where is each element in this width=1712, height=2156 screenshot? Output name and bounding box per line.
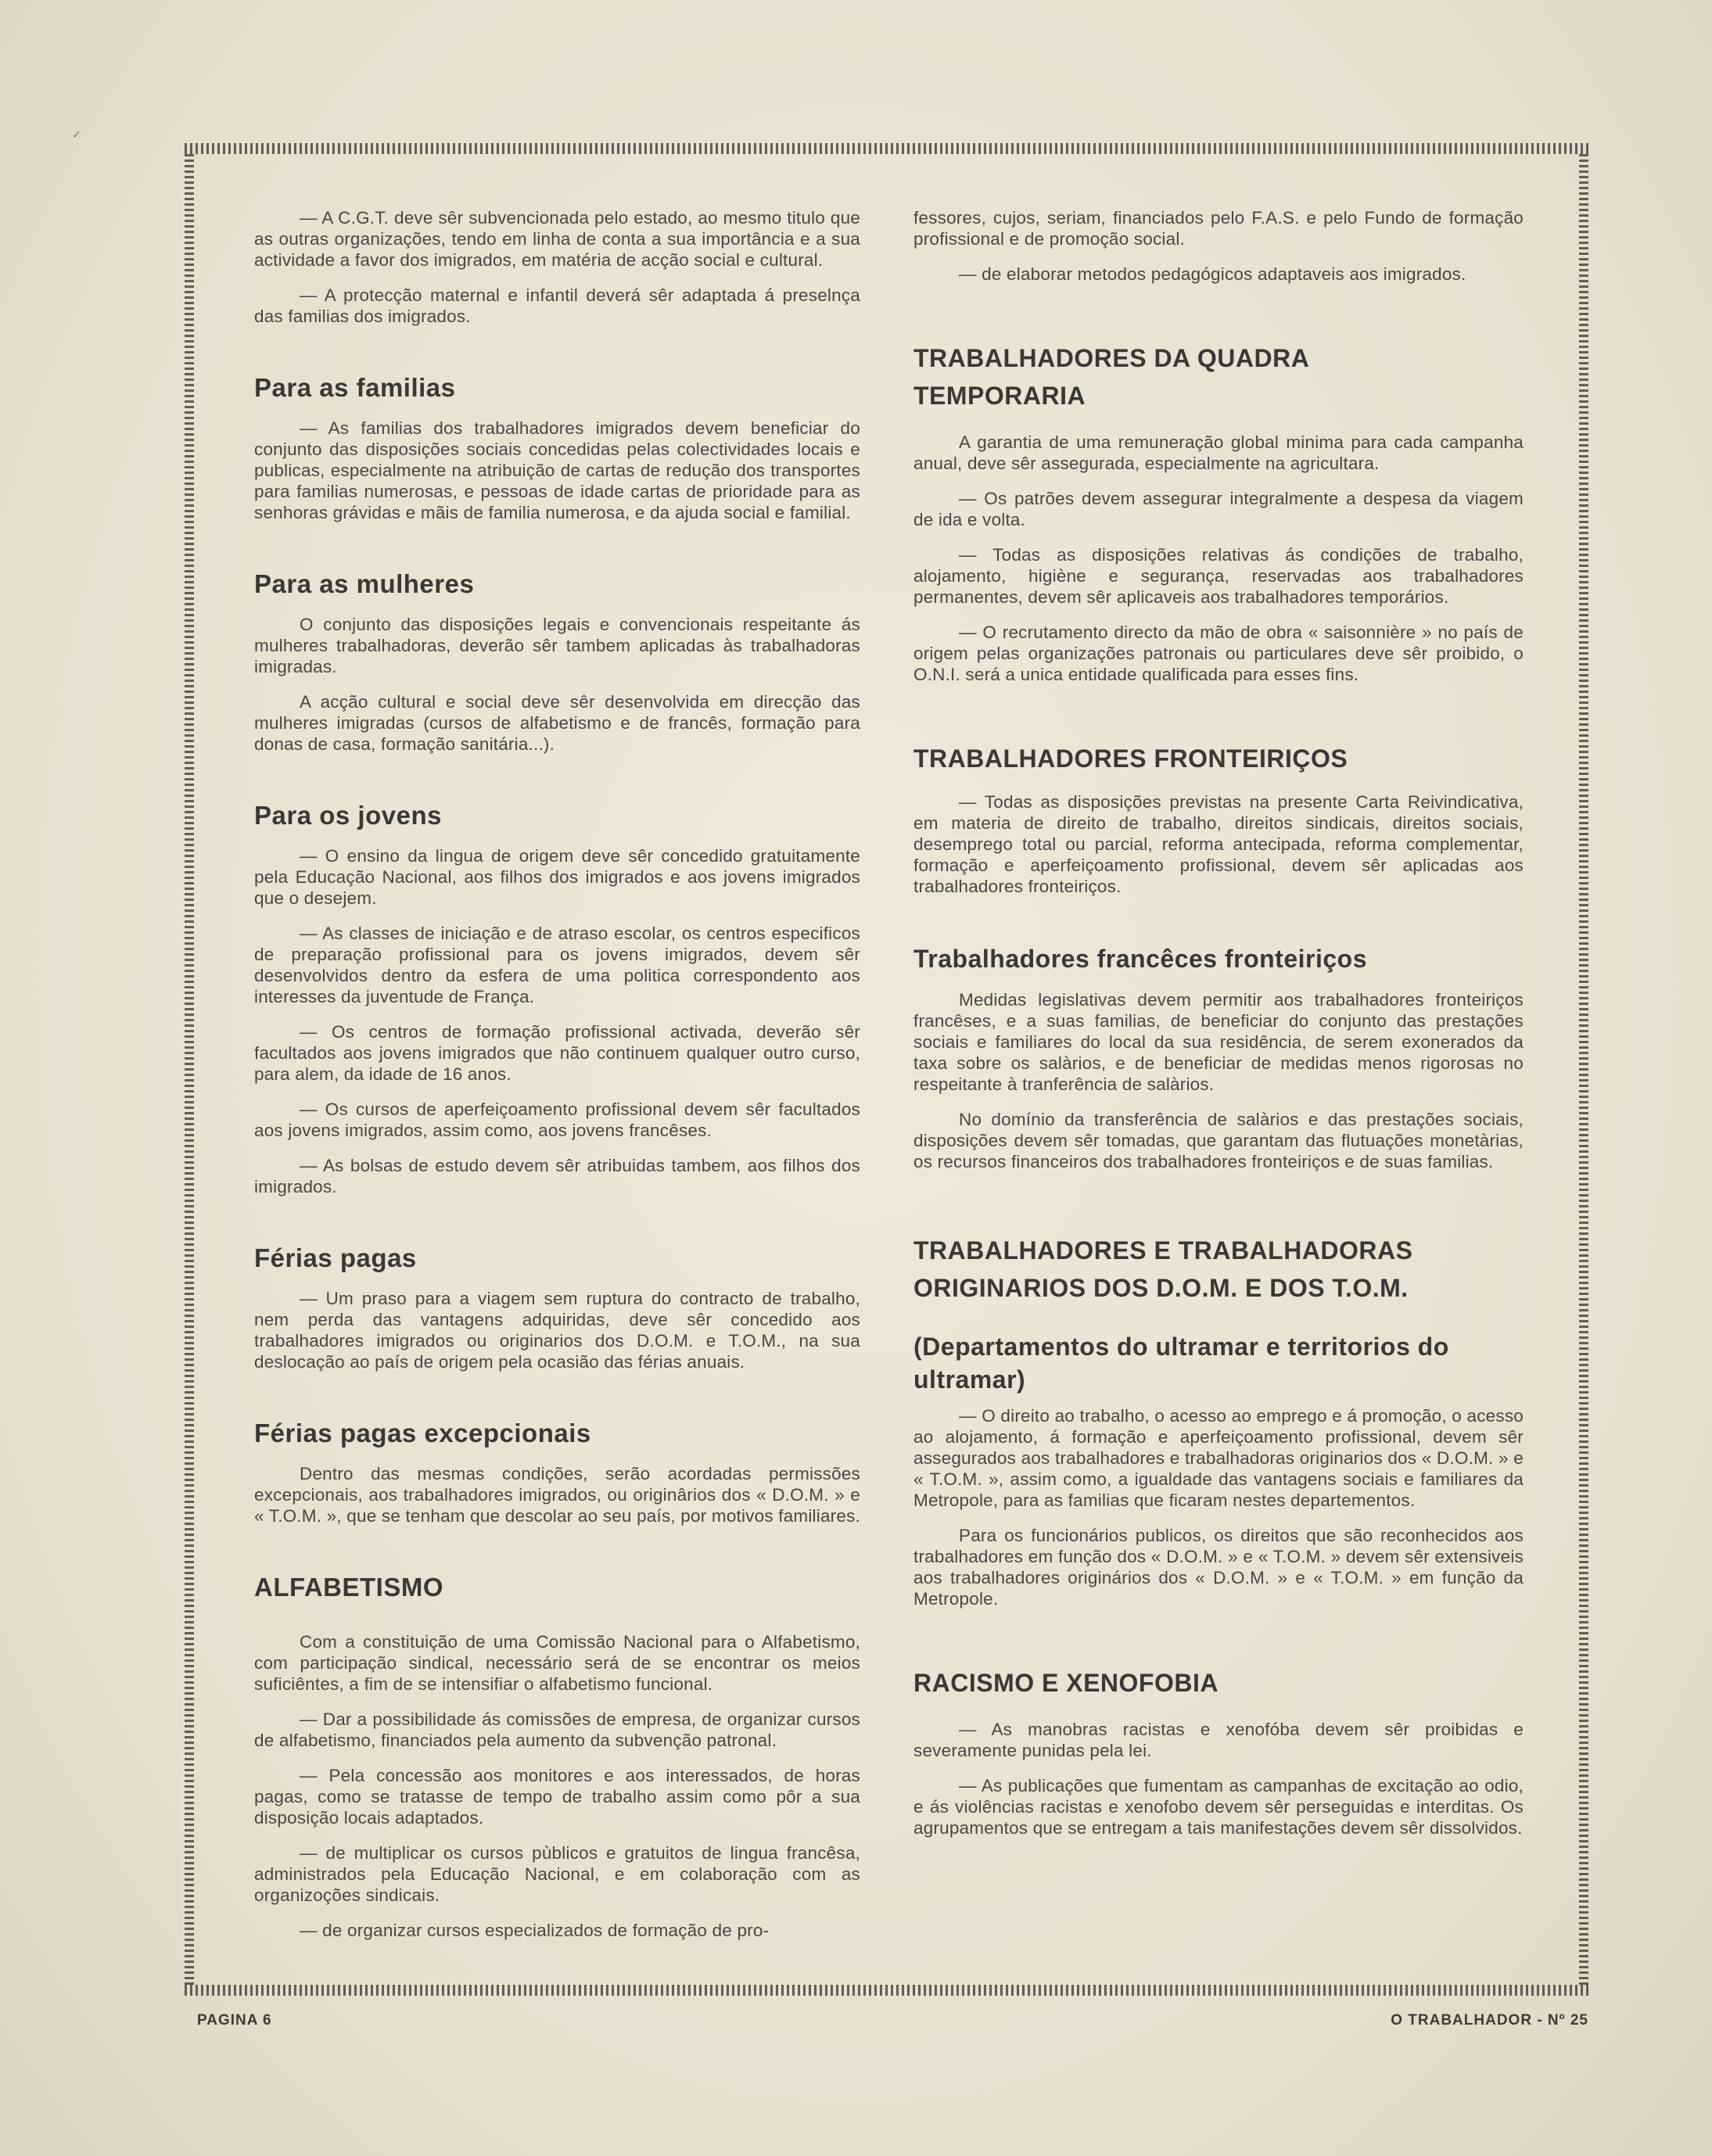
subheading-ultramar: (Departamentos do ultramar e territorios do ultramar) bbox=[913, 1333, 1449, 1394]
paragraph: — As publicações que fumentam as campanhas de excitação ao odio, e ás violências racistas e xenofobo devem sêr perseguidas e interditas. Os agrupamentos que se entregam a tais manifestações devem sêr dissolvidos. bbox=[913, 1776, 1524, 1838]
paragraph: — Dar a possibilidade ás comissões de empresa, de organizar cursos de alfabetismo, financiados pela aumento da subvenção patronal. bbox=[254, 1709, 860, 1750]
publication-name: O TRABALHADOR - Nº 25 bbox=[1391, 2012, 1588, 2029]
paragraph: No domínio da transferência de salàrios e das prestações sociais, disposições devem sêr tomadas, que garantam das flutuações monetàrias, os recursos financeiros dos trabalhadores fronteiriços e de suas familias. bbox=[913, 1110, 1524, 1171]
heading-familias: Para as familias bbox=[254, 373, 456, 402]
paragraph: O conjunto das disposições legais e convencionais respeitante ás mulheres trabalhadoras, deverão sêr tambem aplicadas às trabalhadoras imigradas. bbox=[254, 615, 860, 676]
paragraph: — Todas as disposições previstas na presente Carta Reivindicativa, em materia de direito de trabalho, direitos sindicais, direitos sociais, desemprego total ou parcial, reforma antecipada, reforma complementar, formação e aperfeiçoamento profissional, devem sêr aplicadas aos trabalhadores fronteiriços. bbox=[913, 792, 1524, 896]
corner-mark: ✓ bbox=[72, 128, 81, 141]
paragraph: Medidas legislativas devem permitir aos trabalhadores fronteiriços francêses, e a suas familias, de beneficiar do conjunto das prestações sociais e familiares do local da sua residência, de serem exonerados da taxa sobre os salàrios, e de beneficiar de medidas menos rigorosas no respeitante à tranferência de salàrios. bbox=[913, 990, 1524, 1094]
right-column bbox=[913, 207, 1524, 1853]
heading-quadra-temporaria: TRABALHADORES DA QUADRA TEMPORARIA bbox=[913, 344, 1309, 410]
heading-alfabetismo: ALFABETISMO bbox=[254, 1573, 443, 1602]
heading-ferias-excepcionais: Férias pagas excepcionais bbox=[254, 1419, 591, 1447]
paragraph: — Os cursos de aperfeiçoamento profissional devem sêr facultados aos jovens imigrados, assim como, aos jovens francêses. bbox=[254, 1100, 860, 1140]
paragraph: Dentro das mesmas condições, serão acordadas permissões excepcionais, aos trabalhadores imigrados, ou originârios dos « D.O.M. » e « T.O.M. », que se tenham que descolar ao seu país, por motivos familiares. bbox=[254, 1464, 860, 1526]
paragraph: fessores, cujos, seriam, financiados pelo F.A.S. e pelo Fundo de formação profissional e de promoção social. bbox=[913, 208, 1524, 249]
paragraph: — Pela concessão aos monitores e aos interessados, de horas pagas, como se tratasse de tempo de trabalho assim como pôr a sua disposição locais adaptados. bbox=[254, 1766, 860, 1828]
paragraph: — de organizar cursos especializados de formação de pro- bbox=[300, 1921, 770, 1940]
page-number: PAGINA 6 bbox=[197, 2012, 272, 2029]
paragraph: — A C.G.T. deve sêr subvencionada pelo estado, ao mesmo titulo que as outras organizações, tendo em linha de conta a sua importância e a sua actividade a favor dos imigrados, em matéria de acção social e cultural. bbox=[254, 208, 860, 270]
paragraph: — O recrutamento directo da mão de obra « saisonnière » no país de origem pelas organizações patronais ou particulares deve sêr proibido, o O.N.I. será a unica entidade qualificada para esses fins. bbox=[913, 622, 1524, 684]
left-column bbox=[254, 207, 860, 1955]
paragraph: — A protecção maternal e infantil deverá sêr adaptada á preselnça das familias dos imigrados. bbox=[254, 285, 860, 326]
paragraph: A acção cultural e social deve sêr desenvolvida em direcção das mulheres imigradas (cursos de alfabetismo e de francês, formação para donas de casa, formação sanitária...). bbox=[254, 692, 860, 754]
paragraph: — Os patrões devem assegurar integralmente a despesa da viagem de ida e volta. bbox=[913, 489, 1524, 529]
heading-fronteiricos: TRABALHADORES FRONTEIRIÇOS bbox=[913, 744, 1348, 773]
paragraph: Com a constituição de uma Comissão Nacional para o Alfabetismo, com participação sindical, necessário será de se encontrar os meios suficiêntes, a fim de se intensifiar o alfabetismo funcional. bbox=[254, 1632, 860, 1694]
paragraph: — O direito ao trabalho, o acesso ao emprego e á promoção, o acesso ao alojamento, á formação e aperfeiçoamento profissional, devem sêr assegurados aos trabalhadores e trabalhadoras originarios dos « D.O.M. » e « T.O.M. », assim como, a igualdade das vantagens sociais e familiares da Metropole, para as familias que ficaram nestes departementos. bbox=[913, 1406, 1524, 1510]
frame-bottom-border bbox=[185, 1985, 1588, 1996]
paragraph: — Todas as disposições relativas ás condições de trabalho, alojamento, higiène e segurança, reservadas aos trabalhadores permanentes, devem sêr aplicaveis aos trabalhadores temporários. bbox=[913, 545, 1524, 607]
paragraph: — Os centros de formação profissional activada, deverão sêr facultados aos jovens imigrados que não continuem qualquer outro curso, para alem, da idade de 16 anos. bbox=[254, 1022, 860, 1084]
paragraph: Para os funcionários publicos, os direitos que são reconhecidos aos trabalhadores em função dos « D.O.M. » e « T.O.M. » devem sêr extensiveis aos trabalhadores originários dos « D.O.M. » e « T.O.M. » em função da Metropole. bbox=[913, 1526, 1524, 1609]
paragraph: — de multiplicar os cursos pùblicos e gratuitos de lingua francêsa, administrados pela Educação Nacional, e em colaboração com as organizoções sindicais. bbox=[254, 1843, 860, 1905]
paragraph: — As bolsas de estudo devem sêr atribuidas tambem, aos filhos dos imigrados. bbox=[254, 1156, 860, 1196]
paragraph: — As familias dos trabalhadores imigrados devem beneficiar do conjunto das disposições sociais concedidas pelas colectividades locais e publicas, especialmente na atribuição de cartas de redução dos transportes para familias numerosas, e pessoas de idade cartas de prioridade para as senhoras grávidas e mãis de familia numerosa, e da ajuda social e familial. bbox=[254, 418, 860, 522]
paragraph: — Um praso para a viagem sem ruptura do contracto de trabalho, nem perda das vantagens adquiridas, deve sêr concedido aos trabalhadores imigrados ou originarios dos D.O.M. e T.O.M., na sua deslocação ao país de origem pela ocasião das férias anuais. bbox=[254, 1289, 860, 1372]
frame-right-border bbox=[1579, 154, 1588, 1985]
paragraph: — O ensino da lingua de origem deve sêr concedido gratuitamente pela Educação Nacional, aos filhos dos imigrados e aos jovens imigrados que o desejem. bbox=[254, 846, 860, 908]
paragraph: — de elaborar metodos pedagógicos adaptaveis aos imigrados. bbox=[959, 264, 1466, 284]
paragraph: — As manobras racistas e xenofóba devem sêr proibidas e severamente punidas pela lei. bbox=[913, 1720, 1524, 1760]
heading-francees-fronteiricos: Trabalhadores francêces fronteiriços bbox=[913, 945, 1367, 973]
paragraph: A garantia de uma remuneração global minima para cada campanha anual, deve sêr assegurada, especialmente na agricultara. bbox=[913, 432, 1524, 473]
heading-dom-tom: TRABALHADORES E TRABALHADORAS ORIGINARIOS DOS D.O.M. E DOS T.O.M. bbox=[913, 1236, 1413, 1302]
heading-jovens: Para os jovens bbox=[254, 801, 442, 830]
heading-ferias: Férias pagas bbox=[254, 1243, 417, 1272]
heading-mulheres: Para as mulheres bbox=[254, 569, 475, 598]
heading-racismo: RACISMO E XENOFOBIA bbox=[913, 1669, 1218, 1697]
paragraph: — As classes de iniciação e de atraso escolar, os centros especificos de preparação profissional para os jovens imigrados, devem sêr desenvolvidos dentro da esfera de uma politica correspondento aos interesses da juventude de França. bbox=[254, 924, 860, 1006]
frame-top-border bbox=[185, 143, 1588, 154]
frame-left-border bbox=[185, 154, 194, 1985]
